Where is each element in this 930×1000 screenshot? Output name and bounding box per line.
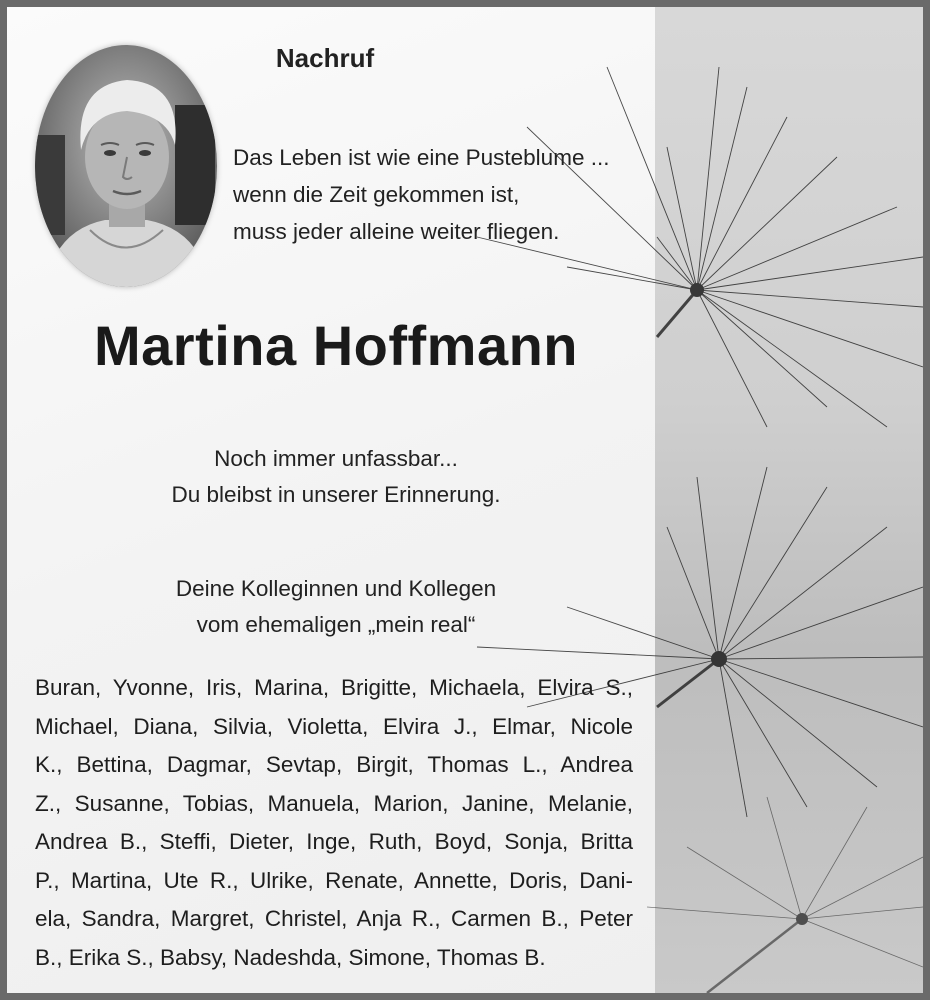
obituary-heading: Nachruf [275, 43, 375, 73]
names-line: Andrea B., Steffi, Dieter, Inge, Ruth, Boyd, Sonja, Britta [35, 829, 633, 854]
portrait-image [35, 45, 217, 287]
portrait-photo [35, 45, 217, 287]
signature-block [21, 571, 651, 643]
quote-line: muss jeder alleine weiter fliegen. [233, 219, 560, 244]
signature-line: vom ehemaligen „mein real“ [196, 612, 476, 637]
quote-block [233, 139, 633, 250]
names-line: ela, Sandra, Margret, Christel, Anja R., Carmen B., Peter [35, 906, 633, 931]
names-line: Z., Susanne, Tobias, Manuela, Marion, Janine, Melanie, [35, 790, 633, 816]
names-line: B., Erika S., Babsy, Nadeshda, Simone, Thomas B. [35, 944, 546, 970]
names-line: Michael, Diana, Silvia, Violetta, Elvira J., Elmar, Nicole [35, 713, 633, 739]
memory-line: Du bleibst in unserer Erinnerung. [171, 482, 501, 507]
deceased-name: Martina Hoffmann [94, 314, 578, 377]
names-line: Buran, Yvonne, Iris, Marina, Brigitte, Michaela, Elvira S., [35, 675, 633, 700]
memory-text [21, 441, 651, 513]
names-line: K., Bettina, Dagmar, Sevtap, Birgit, Thomas L., Andrea [35, 752, 633, 777]
signature-line: Deine Kolleginnen und Kollegen [175, 576, 497, 601]
memory-line: Noch immer unfassbar... [214, 446, 458, 471]
quote-line: wenn die Zeit gekommen ist, [233, 182, 520, 207]
seed-head-bottom [647, 797, 923, 993]
colleague-names [35, 669, 633, 977]
quote-line: Das Leben ist wie eine Pusteblume ... [233, 145, 610, 170]
names-line: P., Martina, Ute R., Ulrike, Renate, Annette, Doris, Dani- [35, 867, 633, 893]
